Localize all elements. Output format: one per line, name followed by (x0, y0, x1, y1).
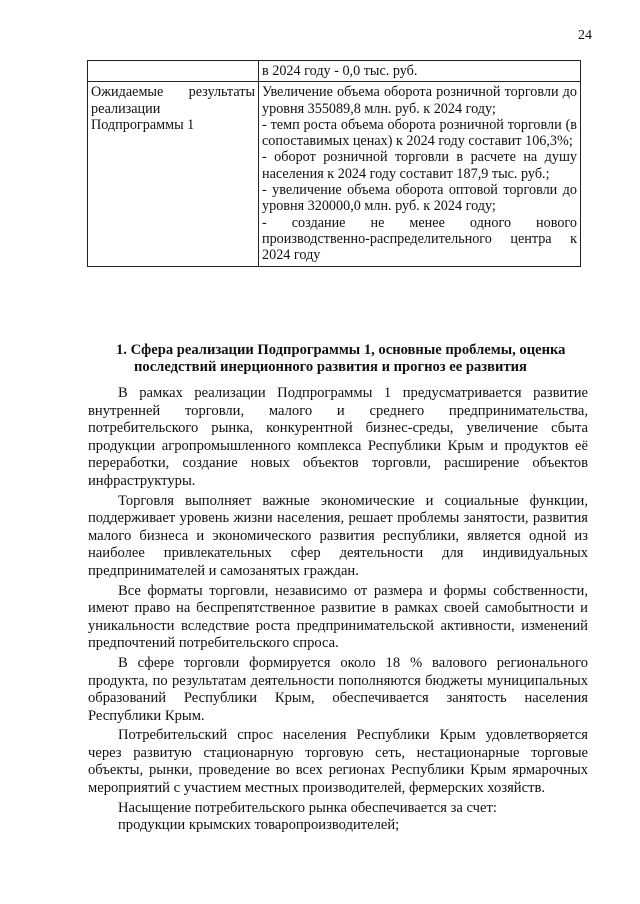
result-item: - темп роста объема оборота розничной торговли (в сопоставимых ценах) к 2024 году составит 106,3%; (262, 116, 577, 150)
section-title-line1: Сфера реализации Подпрограммы 1, основные проблемы, оценка (130, 342, 566, 358)
page-number: 24 (578, 28, 592, 43)
table-cell-empty (88, 61, 259, 82)
table-cell-expected-results (259, 82, 581, 266)
body-text (88, 385, 588, 835)
result-item: Увеличение объема оборота розничной торговли до уровня 355089,8 млн. руб. к 2024 году; (262, 84, 577, 117)
table-cell-funding: в 2024 году - 0,0 тыс. руб. (259, 61, 581, 82)
result-item: - оборот розничной торговли в расчете на душу населения к 2024 году составит 187,9 тыс. руб.; (262, 149, 577, 182)
table-cell-expected-results-label: Ожидаемые результаты реализации Подпрограммы 1 (88, 82, 259, 266)
table-row (88, 82, 581, 266)
paragraph: Потребительский спрос населения Республики Крым удовлетворяется через развитую стационарную торговую сеть, нестационарные торговые объекты, рынки, проведение во всех регионах Республики Крым ярмарочных мероприятий с участием местных производителей, фермерских хозяйств. (88, 727, 588, 797)
paragraph: Все форматы торговли, независимо от размера и формы собственности, имеют право на беспрепятственное развитие в рамках своей самобытности и уникальности вследствие роста предпринимательской активности, изменений предпочтений потребительского спроса. (88, 582, 588, 652)
paragraph: продукции крымских товаропроизводителей; (118, 817, 400, 834)
paragraph: В рамках реализации Подпрограммы 1 предусматривается развитие внутренней торговли, малого и среднего предпринимательства, потребительского рынка, конкурентной бизнес-среды, увеличение сбыта продукции агропромышленного комплекса Республики Крым и продуктов её переработки, создание новых объектов торговли, расширение объектов инфраструктуры. (88, 385, 588, 489)
section-heading (100, 342, 570, 376)
paragraph: В сфере торговли формируется около 18 % валового регионального продукта, по результатам деятельности пополняются бюджеты муниципальных образований Республики Крым, обеспечивается занятость населения Республики Крым. (88, 654, 588, 724)
section-title-line2: последствий инерционного развития и прогноз ее развития (134, 359, 527, 375)
paragraph: Торговля выполняет важные экономические и социальные функции, поддерживает уровень жизни населения, решает проблемы занятости, развития малого бизнеса и экономического развития республики, является одной из наиболее привлекательных сфер деятельности для индивидуальных предпринимателей и самозанятых граждан. (88, 492, 588, 579)
section-number: 1. (116, 342, 127, 358)
table-row (88, 61, 581, 82)
program-table (87, 60, 581, 267)
result-item: - увеличение объема оборота оптовой торговли до уровня 320000,0 млн. руб. к 2024 году; (262, 182, 577, 215)
paragraph: Насыщение потребительского рынка обеспечивается за счет: (118, 799, 497, 816)
result-item: - создание не менее одного нового производственно-распределительного центра к 2024 году (262, 214, 577, 264)
